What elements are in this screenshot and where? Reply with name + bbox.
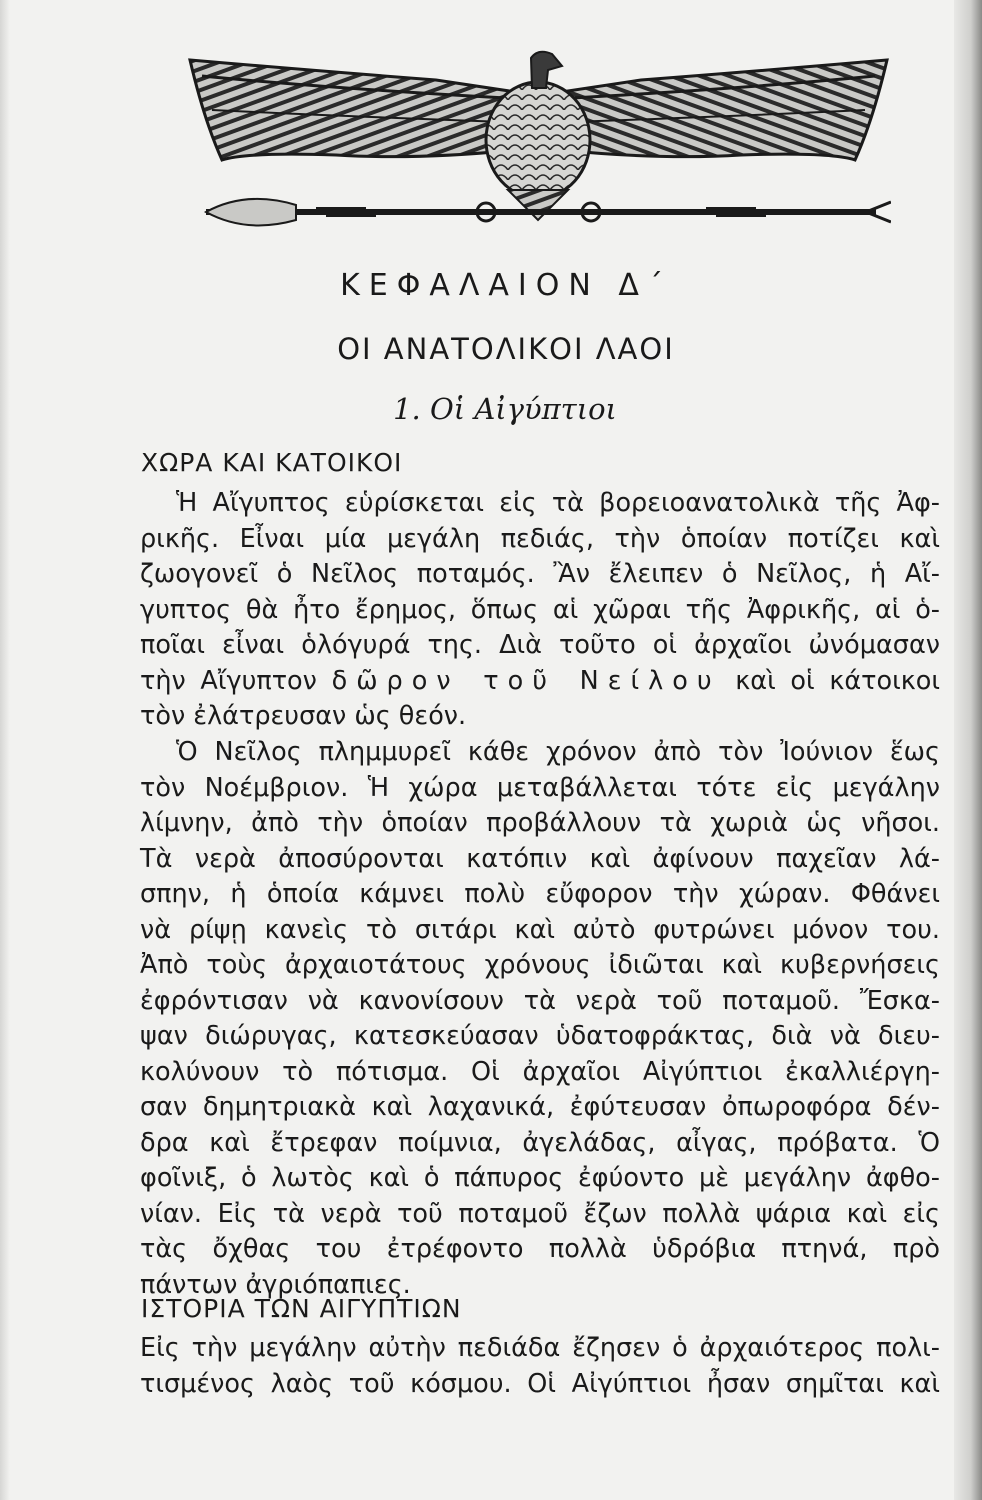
- text-line: νίαν. Εἰς τὰ νερὰ τοῦ ποταμοῦ ἔζων πολλὰ ψάρια καὶ εἰς: [140, 1198, 940, 1229]
- text-segment: τὴν Αἴγυπτον: [140, 665, 317, 696]
- text-line: Ὁ Νεῖλος πλημμυρεῖ κάθε χρόνον ἀπὸ τὸν Ἰούνιον ἕως: [176, 737, 940, 767]
- text-line: [140, 664, 940, 700]
- text-line: Τὰ νερὰ ἀποσύρονται κατόπιν καὶ ἀφίνουν παχεῖαν λά-: [140, 843, 940, 874]
- text-line: κολύνουν τὸ πότισμα. Οἱ ἀρχαῖοι Αἰγύπτιοι ἐκαλλιέργη-: [140, 1056, 940, 1087]
- paragraph-2: [140, 735, 940, 1303]
- text-line: τισμένος λαὸς τοῦ κόσμου. Οἱ Αἰγύπτιοι ἦσαν σημῖται καὶ: [140, 1368, 940, 1399]
- text-line: νὰ ρίψῃ κανεὶς τὸ σιτάρι καὶ αὐτὸ φυτρώνει μόνον του.: [140, 914, 940, 945]
- page-shadow-left: [0, 0, 10, 1500]
- text-line: πάντων ἀγριόπαπιες.: [140, 1269, 411, 1300]
- chapter-heading: ΚΕΦΑΛΑΙΟΝ Δ΄: [340, 268, 672, 303]
- text-line: σαν δημητριακὰ καὶ λαχανικά, ἐφύτευσαν ὀπωροφόρα δέν-: [140, 1092, 940, 1122]
- text-line: Ἀπὸ τοὺς ἀρχαιοτάτους χρόνους ἰδιῶται καὶ κυβερνήσεις: [140, 950, 940, 980]
- text-line: σπην, ἡ ὁποία κάμνει πολὺ εὔφορον τὴν χώραν. Φθάνει: [140, 879, 940, 909]
- text-segment: καὶ οἱ κάτοικοι: [735, 665, 940, 696]
- paragraph-3: [140, 1331, 940, 1402]
- text-line: γυπτος θὰ ἦτο ἔρημος, ὅπως αἱ χῶραι τῆς Ἀφρικῆς, αἱ ὁ-: [140, 594, 940, 625]
- paragraph-1: [140, 486, 940, 735]
- spaced-emphasis: δῶρον τοῦ Νείλου: [331, 665, 721, 696]
- section-heading: ΟΙ ΑΝΑΤΟΛΙΚΟΙ ΛΑΟΙ: [337, 332, 675, 366]
- text-line: ρικῆς. Εἶναι μία μεγάλη πεδιάς, τὴν ὁποίαν ποτίζει καὶ: [140, 523, 940, 554]
- subsection-heading: 1. Οἱ Αἰγύπτιοι: [393, 392, 617, 426]
- text-line: δρα καὶ ἔτρεφαν ποίμνια, ἀγελάδας, αἶγας, πρόβατα. Ὁ: [140, 1127, 940, 1158]
- page-binding-edge: [954, 0, 982, 1500]
- winged-scarab-icon: [186, 40, 891, 240]
- text-line: ζωογονεῖ ὁ Νεῖλος ποταμός. Ἂν ἔλειπεν ὁ Νεῖλος, ἡ Αἴ-: [140, 559, 940, 589]
- text-line: φοῖνιξ, ὁ λωτὸς καὶ ὁ πάπυρος ἐφύοντο μὲ μεγάλην ἀφθο-: [140, 1163, 940, 1193]
- text-line: τὸν ἐλάτρευσαν ὡς θεόν.: [140, 701, 467, 731]
- text-line: λίμνην, ἀπὸ τὴν ὁποίαν προβάλλουν τὰ χωριὰ ὡς νῆσοι.: [140, 808, 940, 838]
- text-line: ποῖαι εἶναι ὁλόγυρά της. Διὰ τοῦτο οἱ ἀρχαῖοι ὠνόμασαν: [140, 630, 940, 660]
- text-line: τὸν Νοέμβριον. Ἡ χώρα μεταβάλλεται τότε εἰς μεγάλην: [140, 772, 940, 803]
- text-line: ἐφρόντισαν νὰ κανονίσουν τὰ νερὰ τοῦ ποταμοῦ. Ἔσκα-: [140, 985, 940, 1016]
- rubric-country-inhabitants: ΧΩΡΑ ΚΑΙ ΚΑΤΟΙΚΟΙ: [141, 448, 403, 477]
- text-line: τὰς ὄχθας του ἐτρέφοντο πολλὰ ὑδρόβια πτηνά, πρὸ: [140, 1234, 940, 1264]
- rubric-history: ΙΣΤΟΡΙΑ ΤΩΝ ΑΙΓΥΠΤΙΩΝ: [141, 1294, 462, 1323]
- text-line: Εἰς τὴν μεγάλην αὐτὴν πεδιάδα ἔζησεν ὁ ἀρχαιότερος πολι-: [140, 1333, 940, 1363]
- text-line: Ἡ Αἴγυπτος εὑρίσκεται εἰς τὰ βορειοανατολικὰ τῆς Ἀφ-: [176, 488, 940, 518]
- text-line: ψαν διώρυγας, κατεσκεύασαν ὑδατοφράκτας, διὰ νὰ διευ-: [140, 1021, 940, 1051]
